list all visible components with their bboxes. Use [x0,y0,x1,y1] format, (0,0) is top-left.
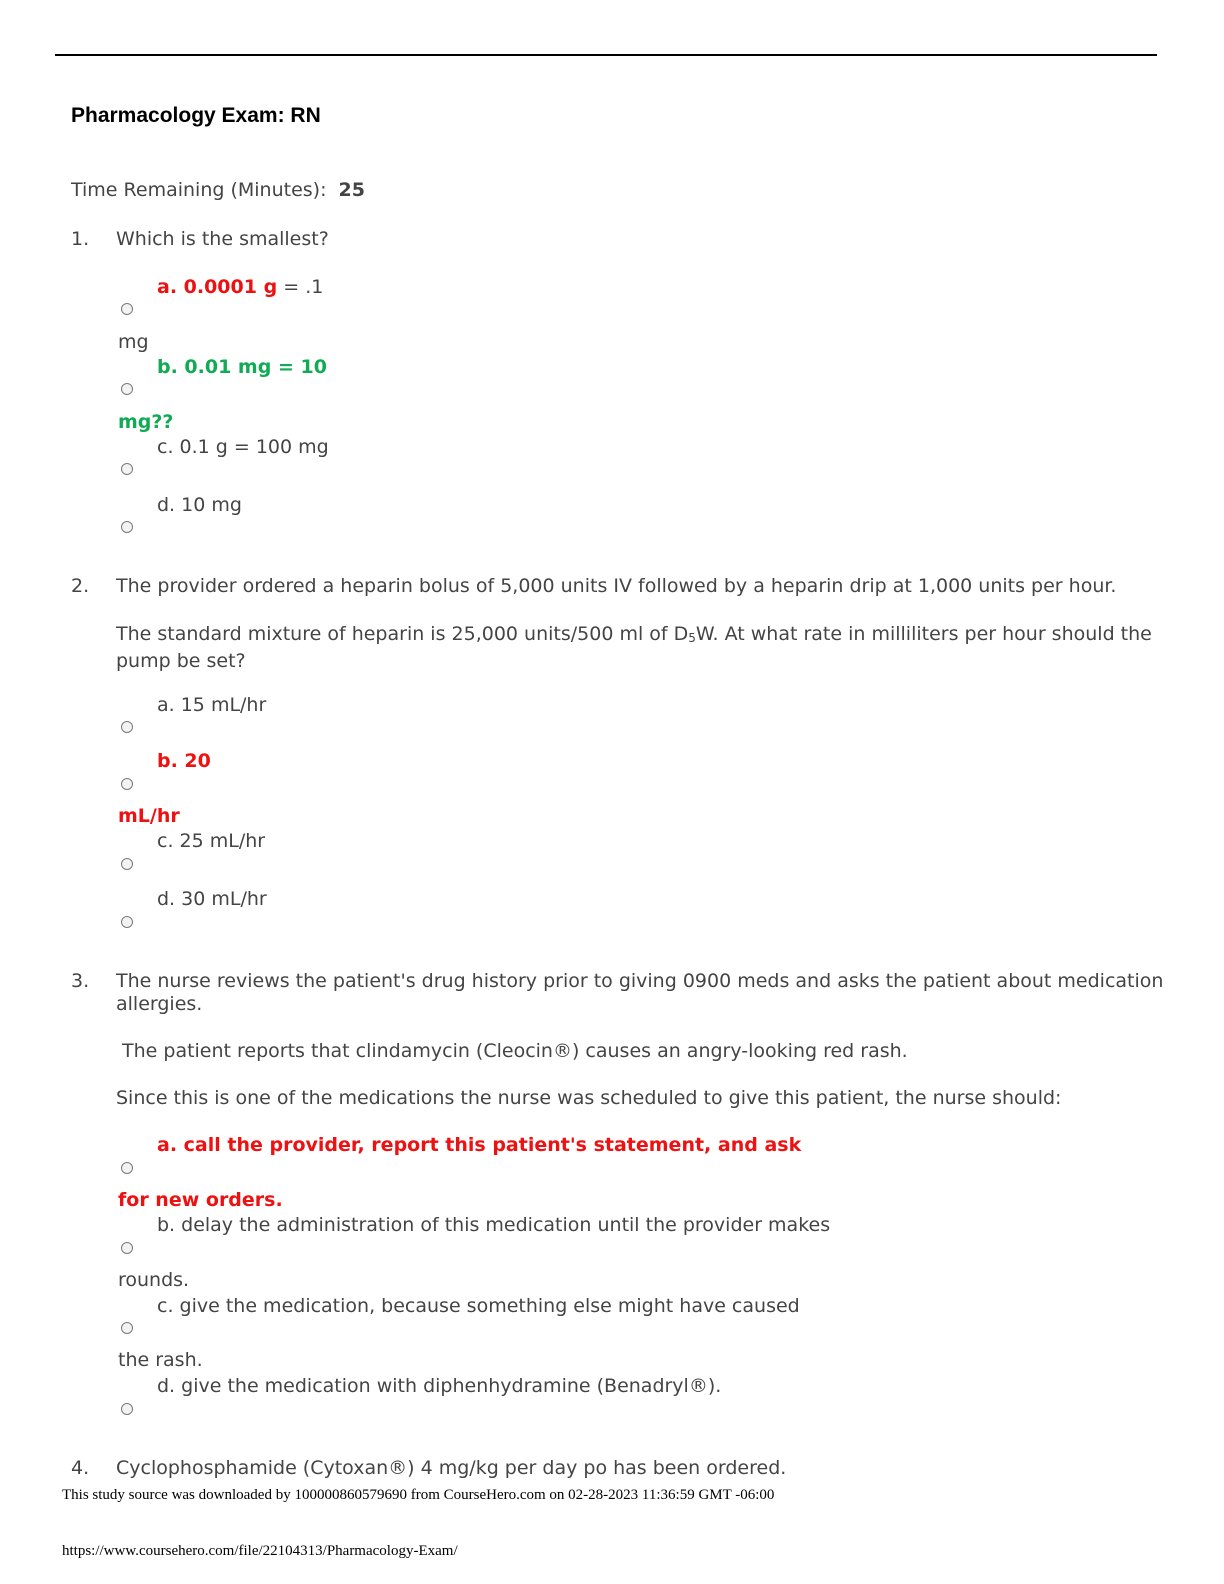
q3-option-a-wrap: for new orders. [118,1189,283,1211]
q1-option-b-label: b. 0.01 mg = 10 [157,356,327,378]
q1-option-d-radio[interactable] [121,521,133,533]
q3-option-a-radio[interactable] [121,1162,133,1174]
q2-text-2-post: W. At what rate in milliliters per hour should the pump be set? [116,623,1152,672]
question-4-number: 4. [71,1457,90,1479]
question-4-text: Cyclophosphamide (Cytoxan®) 4 mg/kg per day po has been ordered. [116,1457,787,1479]
q3-option-b-wrap: rounds. [118,1269,190,1291]
question-3-text-3: Since this is one of the medications the nurse was scheduled to give this patient, the nurse should: [116,1087,1062,1109]
question-3-text-1: The nurse reviews the patient's drug history prior to giving 0900 meds and asks the patient about medication allergies. [116,970,1164,1015]
question-2-text-2 [116,623,1206,673]
q3-option-b-label: b. delay the administration of this medication until the provider makes [157,1214,831,1236]
q2-option-b-radio[interactable] [121,778,133,790]
question-3-text-2: The patient reports that clindamycin (Cleocin®) causes an angry-looking red rash. [122,1040,908,1062]
q3-option-a-label: a. call the provider, report this patient's statement, and ask [157,1134,802,1156]
q2-option-b-wrap: mL/hr [118,805,180,827]
top-rule [55,54,1157,56]
exam-title: Pharmacology Exam: RN [71,104,321,127]
q2-option-d-label: d. 30 mL/hr [157,888,267,910]
q2-option-c-radio[interactable] [121,858,133,870]
q1-option-b-radio[interactable] [121,383,133,395]
q3-option-c-radio[interactable] [121,1322,133,1334]
question-1-number: 1. [71,228,90,250]
q1-option-a-answer: a. 0.0001 g [157,276,278,298]
q2-option-b-label: b. 20 [157,750,211,772]
q3-option-d-radio[interactable] [121,1403,133,1415]
q1-option-a-label [157,276,323,298]
q1-option-d-label: d. 10 mg [157,494,242,516]
q1-option-a-wrap: mg [118,331,149,353]
q2-option-c-label: c. 25 mL/hr [157,830,266,852]
q1-option-a-radio[interactable] [121,303,133,315]
q1-option-c-radio[interactable] [121,463,133,475]
q3-option-b-radio[interactable] [121,1242,133,1254]
q3-option-c-label: c. give the medication, because something else might have caused [157,1295,800,1317]
q2-option-a-radio[interactable] [121,721,133,733]
q1-option-b-wrap: mg?? [118,411,174,433]
q3-option-d-label: d. give the medication with diphenhydramine (Benadryl®). [157,1375,722,1397]
download-source-notice: This study source was downloaded by 100000860579690 from CourseHero.com on 02-28-2023 11:36:59 GMT -06:00 [62,1487,775,1503]
q2-option-a-label: a. 15 mL/hr [157,694,267,716]
question-2-number: 2. [71,575,90,597]
q2-text-2-sub: 5 [688,631,696,645]
q2-option-d-radio[interactable] [121,916,133,928]
q2-text-2-pre: The standard mixture of heparin is 25,000 units/500 ml of D [116,623,689,645]
q1-option-c-label: c. 0.1 g = 100 mg [157,436,329,458]
question-1-text: Which is the smallest? [116,228,329,250]
question-2-text-1: The provider ordered a heparin bolus of 5,000 units IV followed by a heparin drip at 1,000 units per hour. [116,575,1117,597]
time-value: 25 [338,179,365,201]
time-label: Time Remaining (Minutes): [71,179,327,201]
question-3-number: 3. [71,970,90,992]
source-url[interactable]: https://www.coursehero.com/file/22104313/Pharmacology-Exam/ [62,1543,458,1559]
q1-option-a-rest: = .1 [277,276,324,298]
q3-option-c-wrap: the rash. [118,1349,203,1371]
time-remaining [71,179,365,201]
